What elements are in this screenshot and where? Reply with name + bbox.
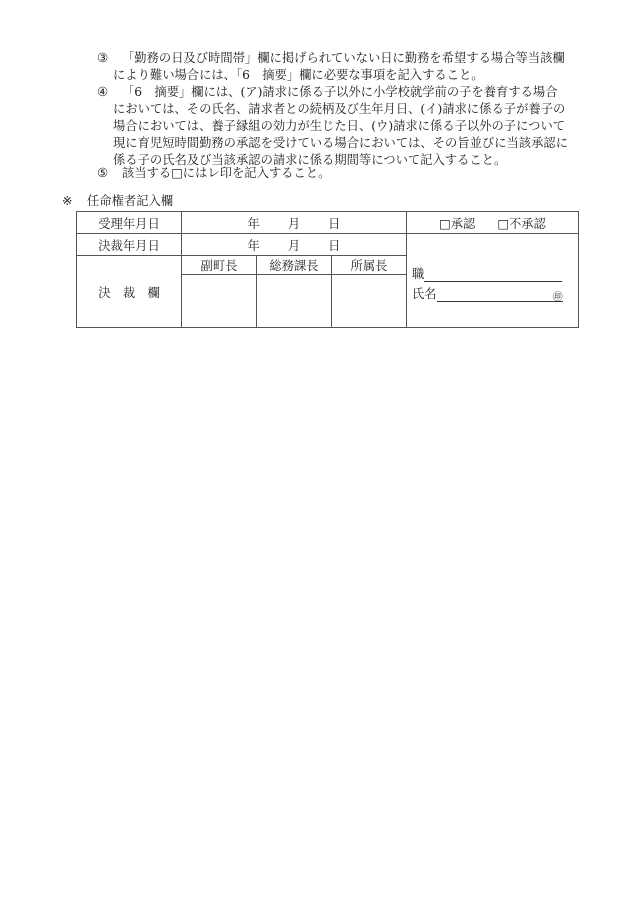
day-label: 日: [328, 216, 341, 231]
note-text: 「6 摘要」欄には、(ア)請求に係る子以外に小学校就学前の子を養育する場合: [122, 85, 558, 99]
position-label: 職: [412, 267, 425, 281]
approver-header: 総務課長: [257, 256, 332, 275]
seal-icon: ㊞: [552, 292, 563, 303]
decided-date-field[interactable]: [182, 234, 407, 256]
note-marker: ④: [97, 85, 109, 99]
disapprove-checkbox[interactable]: □不承認: [497, 216, 546, 231]
approve-checkbox[interactable]: □承認: [439, 216, 476, 231]
month-label: 月: [287, 238, 301, 253]
day-label: 日: [328, 238, 341, 253]
month-label: 月: [287, 216, 301, 231]
approver-stamp-cell[interactable]: [257, 275, 332, 328]
approval-choice: [407, 212, 579, 234]
note-marker: ⑤: [97, 166, 109, 180]
note-text: 場合においては、養子縁組の効力が生じた日、(ウ)請求に係る子以外の子について: [113, 119, 566, 133]
decision-label: 決 裁 欄: [77, 256, 182, 328]
received-date-field[interactable]: [182, 212, 407, 234]
name-line[interactable]: [412, 284, 563, 302]
note-text: 現に育児短時間勤務の承認を受けている場合においては、その旨並びに当該承認に: [113, 136, 568, 150]
approver-stamp-cell[interactable]: [332, 275, 407, 328]
name-label: 氏名: [412, 287, 437, 301]
year-label: 年: [247, 216, 260, 231]
note-text: により難い場合には、「6 摘要」欄に必要な事項を記入すること。: [113, 68, 484, 82]
note-text: 該当する□にはレ印を記入すること。: [122, 166, 331, 180]
received-date-label: 受理年月日: [77, 212, 182, 234]
approver-stamp-cell[interactable]: [182, 275, 257, 328]
decided-date-label: 決裁年月日: [77, 234, 182, 256]
section-title: 任命権者記入欄: [87, 194, 174, 208]
signature-cell: [407, 234, 579, 328]
approver-header: 所属長: [332, 256, 407, 275]
year-label: 年: [247, 238, 260, 253]
position-line[interactable]: [412, 264, 562, 282]
note-text: においては、その氏名、請求者との続柄及び生年月日、(イ)請求に係る子が養子の: [113, 102, 566, 116]
note-text: 係る子の氏名及び当該承認の請求に係る期間等について記入すること。: [113, 153, 507, 167]
approval-table: [76, 211, 579, 328]
approver-header: 副町長: [182, 256, 257, 275]
section-marker: ※: [62, 194, 73, 208]
note-text: 「勤務の日及び時間帯」欄に掲げられていない日に勤務を希望する場合等当該欄: [122, 51, 565, 65]
note-marker: ③: [97, 51, 109, 65]
